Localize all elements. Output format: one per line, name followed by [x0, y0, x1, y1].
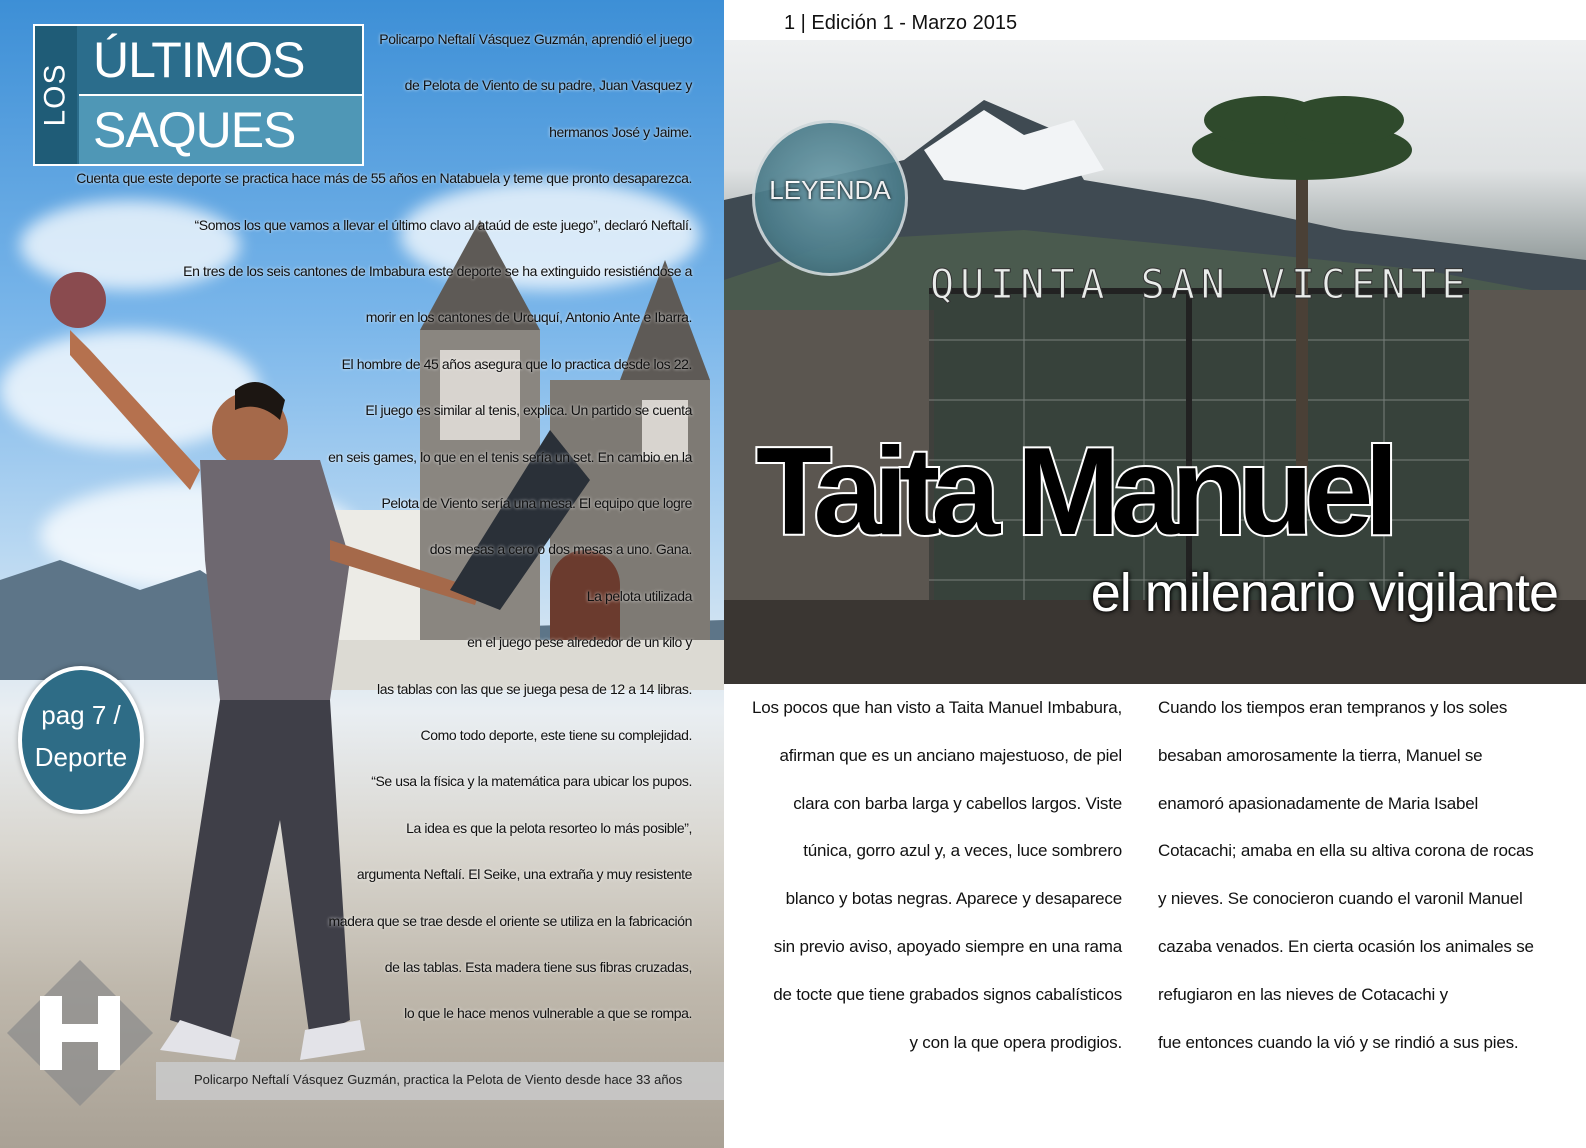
article-title [33, 24, 364, 166]
photo-caption-bar [156, 1062, 724, 1100]
logo-letter: H [80, 1108, 81, 1109]
column-right-line: fue entonces cuando la vió y se rindió a sus pies. [1158, 1032, 1519, 1052]
article-body-line: La pelota utilizada [586, 587, 692, 604]
article-body-line: En tres de los seis cantones de Imbabura este deporte se ha extinguido resistiéndose a [183, 263, 692, 279]
article-body-line: morir en los cantones de Urcuquí, Antonio Ante e Ibarra. [365, 309, 692, 326]
column-left-line: clara con barba larga y cabellos largos. Viste [793, 793, 1122, 813]
badge-section: Deporte [34, 742, 128, 772]
column-right-line: y nieves. Se conocieron cuando el varonil Manuel [1158, 889, 1523, 909]
column-left-line: de tocte que tiene grabados signos cabalísticos [773, 984, 1122, 1004]
title-vertical-label: LOS [35, 26, 77, 164]
column-right-line: besaban amorosamente la tierra, Manuel se [1158, 745, 1483, 765]
column-right-line: Cotacachi; amaba en ella su altiva corona de rocas [1158, 841, 1534, 861]
column-right-line: refugiaron en las nieves de Cotacachi y [1158, 984, 1448, 1004]
cover-subtitle: el milenario vigilante [1090, 563, 1558, 623]
badge-page-number: pag 7 / [41, 700, 121, 730]
article-body-line: “Somos los que vamos a llevar el último clavo al ataúd de este juego”, declaró Neftalí. [194, 216, 692, 233]
article-body-line: en el juego pese alrededor de un kilo y [467, 634, 692, 651]
article-body-line: de Pelota de Viento de su padre, Juan Vasquez y [404, 77, 692, 94]
article-body-line: La idea es que la pelota resorteo lo más posible”, [406, 819, 692, 836]
photo-caption: Policarpo Neftalí Vásquez Guzmán, practica la Pelota de Viento desde hace 33 años [194, 1072, 683, 1087]
column-right-line: enamoró apasionadamente de Maria Isabel [1158, 793, 1479, 813]
title-line-1: ÚLTIMOS [79, 26, 362, 96]
article-body-line: Pelota de Viento sería una mesa. El equipo que logre [381, 495, 692, 511]
article-body-line: Policarpo Neftalí Vásquez Guzmán, aprendió el juego [379, 31, 692, 47]
column-left-line: blanco y botas negras. Aparece y desaparece [785, 889, 1122, 909]
section-badge [752, 120, 908, 276]
column-right-line: Cuando los tiempos eran tempranos y los soles [1158, 698, 1508, 717]
column-left-line: sin previo aviso, apoyado siempre en una rama [773, 937, 1122, 956]
right-page [724, 0, 1586, 1148]
article-body-line: argumenta Neftalí. El Seike, una extraña y muy resistente [356, 866, 692, 883]
article-body-line: dos mesas a cero o dos mesas a uno. Gana. [429, 541, 692, 558]
column-left-line: túnica, gorro azul y, a veces, luce sombrero [803, 841, 1122, 861]
article-body-line: de las tablas. Esta madera tiene sus fibras cruzadas, [384, 959, 692, 975]
title-line-2: SAQUES [79, 96, 362, 164]
article-body-line: en seis games, lo que en el tenis sería un set. En cambio en la [328, 448, 692, 465]
column-left-line: afirman que es un anciano majestuoso, de piel [779, 745, 1122, 765]
gate-sign: QUINTA SAN VICENTE [930, 262, 1472, 308]
article-body-line: hermanos José y Jaime. [549, 123, 692, 140]
edition-header: 1 | Edición 1 - Marzo 2015 [784, 12, 1018, 34]
h-logo-icon [5, 958, 155, 1108]
article-body-line: El juego es similar al tenis, explica. Un partido se cuenta [365, 402, 692, 419]
left-page [0, 0, 724, 1148]
article-body-line: Cuenta que este deporte se practica hace más de 55 años en Natabuela y teme que pronto desaparezca. [76, 170, 692, 187]
article-body-line: Como todo deporte, este tiene su complejidad. [420, 727, 692, 743]
article-body-line: las tablas con las que se juega pesa de 12 a 14 libras. [376, 680, 692, 697]
column-right-line: cazaba venados. En cierta ocasión los animales se [1158, 937, 1534, 956]
cover-title: Taita Manuel [756, 423, 1390, 561]
article-body-line: lo que le hace menos vulnerable a que se rompa. [404, 1005, 692, 1022]
column-left-line: Los pocos que han visto a Taita Manuel Imbabura, [752, 698, 1122, 717]
column-left-line: y con la que opera prodigios. [909, 1032, 1122, 1052]
page-section-badge [18, 666, 144, 814]
section-badge-label: LEYENDA [769, 175, 891, 205]
article-body-line: madera que se trae desde el oriente se utiliza en la fabricación [328, 912, 692, 929]
article-body-line: “Se usa la física y la matemática para ubicar los pupos. [371, 773, 692, 790]
article-body-line: El hombre de 45 años asegura que lo practica desde los 22. [341, 355, 692, 372]
